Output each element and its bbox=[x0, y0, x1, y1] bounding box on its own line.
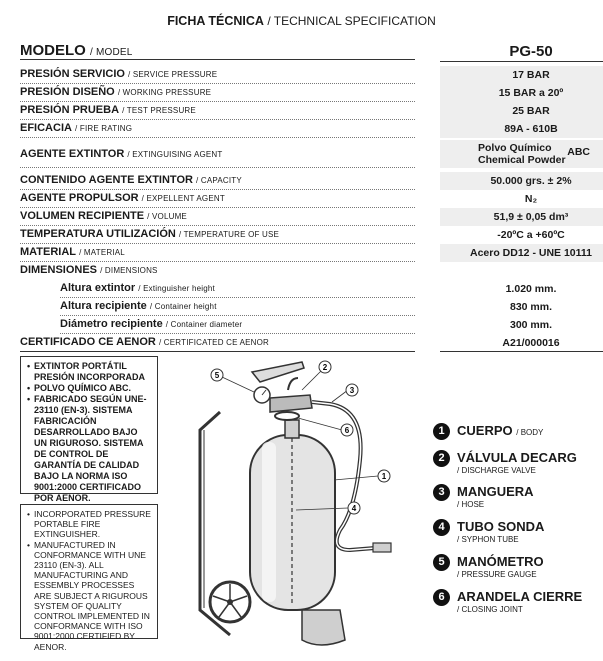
spec-value: 1.020 mm. bbox=[440, 280, 603, 298]
spec-label-en: / CAPACITY bbox=[196, 176, 242, 185]
spec-label-en: / Container diameter bbox=[165, 320, 243, 329]
spec-label: VOLUMEN RECIPIENTE bbox=[20, 210, 145, 222]
spec-label: PRESIÓN DISEÑO bbox=[20, 86, 115, 98]
list-item: • EXTINTOR PORTÁTIL PRESIÓN INCORPORADA bbox=[27, 361, 151, 383]
legend-label-en: / PRESSURE GAUGE bbox=[457, 570, 537, 579]
legend-number: 5 bbox=[433, 554, 450, 571]
divider bbox=[20, 59, 415, 60]
legend-number: 2 bbox=[433, 450, 450, 467]
spec-value: 830 mm. bbox=[440, 298, 603, 316]
legend-label: MANGUERA bbox=[457, 484, 534, 499]
legend-label: MANÓMETRO bbox=[457, 554, 544, 569]
spec-value-suffix: ABC bbox=[567, 146, 590, 158]
spec-label-en: / Extinguisher height bbox=[138, 284, 215, 293]
extinguisher-diagram bbox=[190, 350, 430, 650]
spec-label-en: / EXPELLENT AGENT bbox=[141, 194, 225, 203]
legend-label-en: / BODY bbox=[516, 428, 544, 437]
spec-row-model bbox=[20, 42, 600, 60]
spec-value: -20ºC a +60ºC bbox=[440, 226, 603, 244]
legend-label-en: / SYPHON TUBE bbox=[457, 535, 519, 544]
closing-joint bbox=[275, 412, 299, 420]
spec-label: Altura extintor bbox=[60, 282, 136, 294]
spec-row bbox=[20, 280, 600, 298]
spec-label-en: / MATERIAL bbox=[79, 248, 125, 257]
list-item: • INCORPORATED PRESSURE PORTABLE FIRE EXTINGUISHER. bbox=[27, 509, 151, 540]
spec-label: DIMENSIONES bbox=[20, 264, 98, 276]
spec-row-dimensions bbox=[20, 262, 600, 280]
spec-label-en: / VOLUME bbox=[147, 212, 187, 221]
title-en: / TECHNICAL SPECIFICATION bbox=[267, 14, 436, 28]
spec-label-en: / TEMPERATURE OF USE bbox=[178, 230, 280, 239]
spec-label: MATERIAL bbox=[20, 246, 77, 258]
valve-neck bbox=[285, 420, 299, 438]
spec-label: Diámetro recipiente bbox=[60, 318, 163, 330]
info-box-en bbox=[20, 504, 158, 652]
callout-6: 6 bbox=[344, 426, 350, 435]
spec-label: AGENTE PROPULSOR bbox=[20, 192, 139, 204]
spec-label-en: / Container height bbox=[149, 302, 217, 311]
legend-label-en: / DISCHARGE VALVE bbox=[457, 466, 536, 475]
page-title bbox=[0, 14, 603, 28]
spec-row bbox=[20, 140, 600, 168]
spec-label: CONTENIDO AGENTE EXTINTOR bbox=[20, 174, 193, 186]
spec-label-en: / EXTINGUISING AGENT bbox=[127, 150, 223, 159]
spec-row bbox=[20, 316, 600, 334]
spec-label-en: / CERTIFICATED CE AENOR bbox=[158, 338, 270, 347]
callout-3: 3 bbox=[349, 386, 355, 395]
list-item: • FABRICADO SEGÚN UNE-23110 (EN-3). SISTEMA FABRICACIÓN DESARROLLADO BAJO UN RIGUROSO. SISTEMA DE CONTROL DE GARANTÍA DE CALIDAD BAJO LA NORMA ISO 9001:2000 CERTIFICADO POR AENOR. bbox=[27, 394, 151, 504]
spec-row bbox=[20, 172, 600, 190]
legend-label-en: / HOSE bbox=[457, 500, 485, 509]
spec-row bbox=[20, 120, 600, 138]
spec-row bbox=[20, 102, 600, 120]
legend-label: CUERPO bbox=[457, 423, 513, 438]
list-item: • MANUFACTURED IN CONFORMANCE WITH UNE 23110 (EN-3). ALL MANUFACTURING AND ESSEMBLY PROCESSES ARE SUBJECT A RIGUROUS SYSTEM OF QUALITY CONTROL IMPLEMENTED IN CONFORMANCE WITH ISO 9001:2000 CERTIFIED BY AENOR. bbox=[27, 540, 151, 652]
spec-label-en: / FIRE RATING bbox=[75, 124, 133, 133]
callout-5: 5 bbox=[214, 371, 220, 380]
spec-label: EFICACIA bbox=[20, 122, 72, 134]
spec-label: MODELO bbox=[20, 42, 86, 59]
legend-label-en: / CLOSING JOINT bbox=[457, 605, 523, 614]
cylinder-base bbox=[302, 610, 345, 645]
legend-label: VÁLVULA DECARG bbox=[457, 450, 577, 465]
spec-value: 89A - 610B bbox=[440, 120, 603, 138]
spec-row bbox=[20, 84, 600, 102]
spec-row bbox=[20, 208, 600, 226]
list-item: • POLVO QUÍMICO ABC. bbox=[27, 383, 151, 394]
discharge-valve bbox=[270, 395, 312, 412]
spec-value: 15 BAR a 20º bbox=[440, 84, 603, 102]
spec-label-en: / MODEL bbox=[90, 47, 133, 58]
callout-4: 4 bbox=[351, 504, 357, 513]
spec-value: 17 BAR bbox=[440, 66, 603, 84]
divider bbox=[20, 167, 415, 168]
spec-label-en: / DIMENSIONS bbox=[100, 266, 158, 275]
spec-value: Polvo Químico Chemical Powder bbox=[478, 142, 566, 166]
divider bbox=[20, 137, 415, 138]
callout-2: 2 bbox=[322, 363, 328, 372]
legend-label: TUBO SONDA bbox=[457, 519, 545, 534]
legend-label: ARANDELA CIERRE bbox=[457, 589, 583, 604]
spec-row bbox=[20, 190, 600, 208]
hose-nozzle bbox=[373, 543, 391, 552]
spec-row bbox=[20, 298, 600, 316]
spec-value: 51,9 ± 0,05 dm³ bbox=[440, 208, 603, 226]
legend-number: 3 bbox=[433, 484, 450, 501]
legend-number: 1 bbox=[433, 423, 450, 440]
spec-label: PRESIÓN SERVICIO bbox=[20, 68, 125, 80]
spec-label: TEMPERATURA UTILIZACIÓN bbox=[20, 228, 176, 240]
spec-label-en: / SERVICE PRESSURE bbox=[128, 70, 218, 79]
spec-label: CERTIFICADO CE AENOR bbox=[20, 336, 156, 348]
info-box-es bbox=[20, 356, 158, 503]
spec-label-en: / WORKING PRESSURE bbox=[117, 88, 212, 97]
spec-label: Altura recipiente bbox=[60, 300, 147, 312]
spec-label-en: / TEST PRESSURE bbox=[122, 106, 196, 115]
spec-label: AGENTE EXTINTOR bbox=[20, 148, 125, 160]
callout-1: 1 bbox=[381, 472, 387, 481]
spec-value: 50.000 grs. ± 2% bbox=[440, 172, 603, 190]
legend-number: 6 bbox=[433, 589, 450, 606]
title-es: FICHA TÉCNICA bbox=[167, 14, 264, 28]
spec-row bbox=[20, 66, 600, 84]
spec-row bbox=[20, 226, 600, 244]
spec-value: PG-50 bbox=[440, 42, 603, 62]
legend-number: 4 bbox=[433, 519, 450, 536]
spec-value: 300 mm. bbox=[440, 316, 603, 334]
spec-label: PRESIÓN PRUEBA bbox=[20, 104, 120, 116]
spec-row bbox=[20, 244, 600, 262]
spec-value: 25 BAR bbox=[440, 102, 603, 120]
spec-value: N₂ bbox=[440, 190, 603, 208]
spec-value: Acero DD12 - UNE 10111 bbox=[440, 244, 603, 262]
spec-value: A21/000016 bbox=[440, 334, 603, 352]
